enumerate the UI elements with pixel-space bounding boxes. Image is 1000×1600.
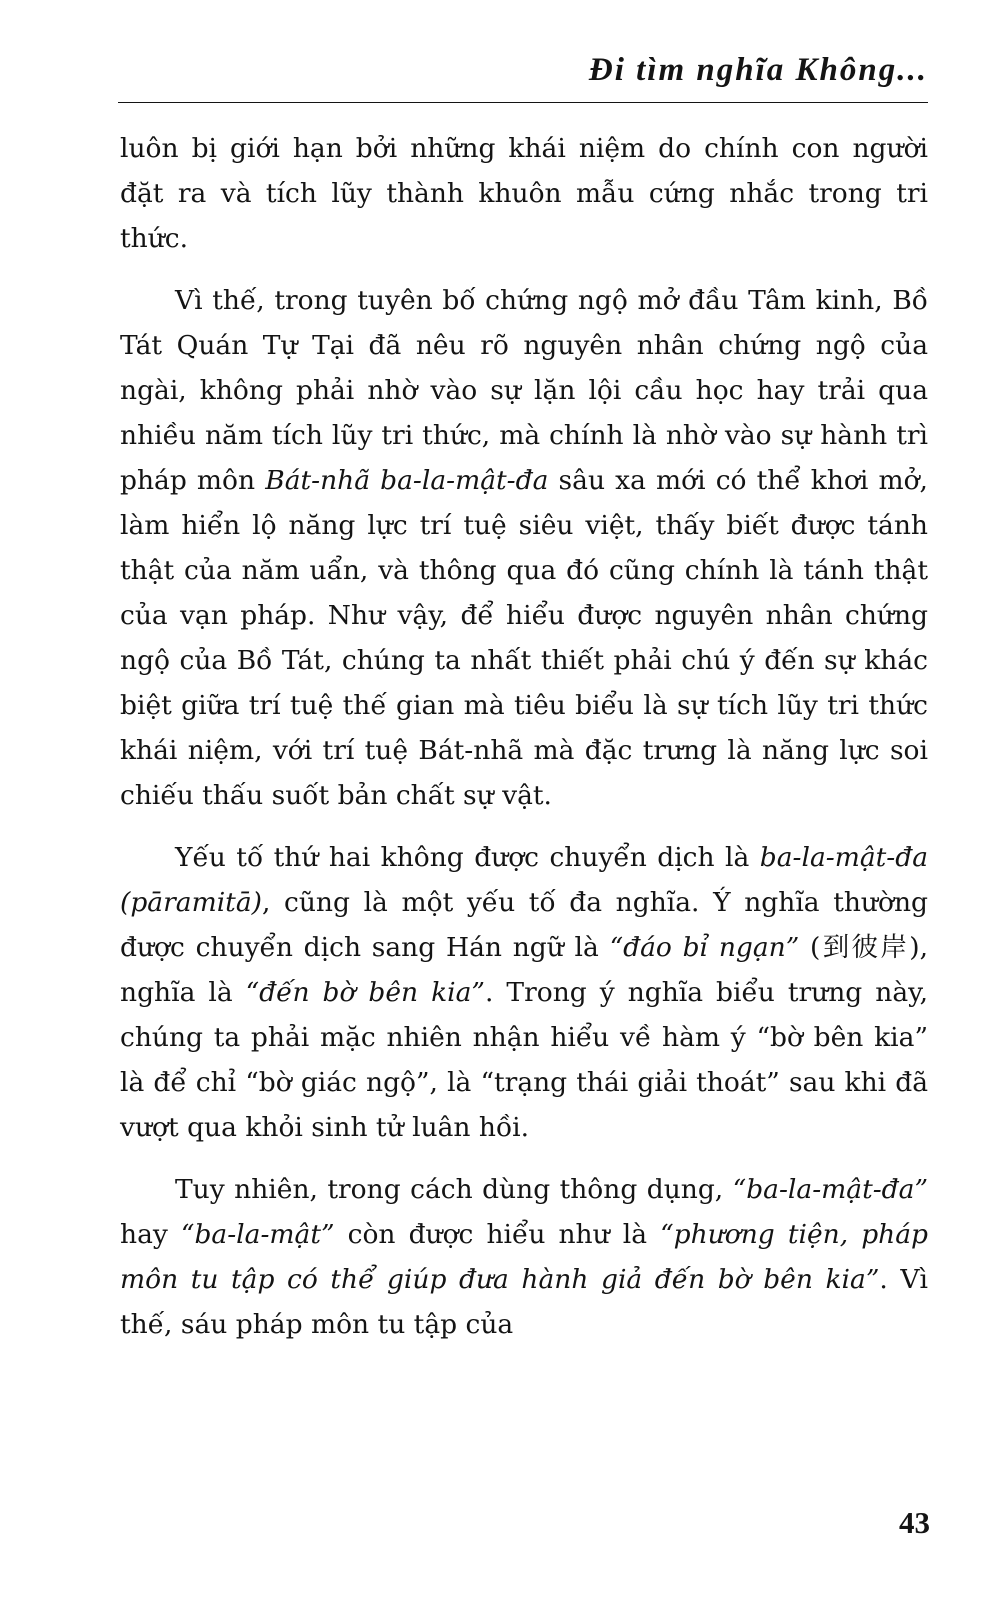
- body-text: [120, 126, 928, 1347]
- paragraph-2: [120, 278, 928, 818]
- paragraph-1: [120, 126, 928, 261]
- text-run: Tuy nhiên, trong cách dùng thông dụng,: [175, 1174, 733, 1205]
- italic-term: ba-la-mật-đa (pāramitā): [120, 842, 928, 918]
- italic-term: “ba-la-mật-đa”: [732, 1174, 928, 1205]
- text-run: Vì thế, trong tuyên bố chứng ngộ mở đầu Tâm kinh, Bồ Tát Quán Tự Tại đã nêu rõ nguyên nhân chứng ngộ của ngài, không phải nhờ vào sự lặn lội cầu học hay trải qua nhiều năm tích lũy tri thức, mà chính là nhờ vào sự hành trì pháp môn: [120, 285, 928, 496]
- text-run: luôn bị giới hạn bởi những khái niệm do chính con người đặt ra và tích lũy thành khuôn mẫu cứng nhắc trong tri thức.: [120, 133, 928, 254]
- running-header: Đi tìm nghĩa Không...: [588, 52, 928, 88]
- text-run: , cũng là một yếu tố đa nghĩa. Ý nghĩa thường được chuyển dịch sang Hán ngữ là: [120, 887, 928, 963]
- page-number: 43: [899, 1505, 930, 1540]
- text-run: . Trong ý nghĩa biểu trưng này, chúng ta phải mặc nhiên nhận hiểu về hàm ý “bờ bên kia” là để chỉ “bờ giác ngộ”, là “trạng thái giải thoát” sau khi đã vượt qua khỏi sinh tử luân hồi.: [120, 977, 928, 1143]
- header-rule: [118, 102, 928, 103]
- italic-term: Bát-nhã ba-la-mật-đa: [265, 465, 549, 496]
- text-run: sâu xa mới có thể khơi mở, làm hiển lộ năng lực trí tuệ siêu việt, thấy biết được tánh thật của năm uẩn, và thông qua đó cũng chính là tánh thật của vạn pháp. Như vậy, để hiểu được nguyên nhân chứng ngộ của Bồ Tát, chúng ta nhất thiết phải chú ý đến sự khác biệt giữa trí tuệ thế gian mà tiêu biểu là sự tích lũy tri thức khái niệm, với trí tuệ Bát-nhã mà đặc trưng là năng lực soi chiếu thấu suốt bản chất sự vật.: [120, 465, 928, 811]
- text-run: hay: [120, 1219, 181, 1250]
- italic-term: “ba-la-mật”: [180, 1219, 335, 1250]
- text-run: . Vì thế, sáu pháp môn tu tập của: [120, 1264, 929, 1340]
- italic-term: “phương tiện, pháp môn tu tập có thể giúp đưa hành giả đến bờ bên kia”: [120, 1219, 928, 1295]
- text-run: (到彼岸), nghĩa là: [120, 932, 928, 1008]
- italic-term: “đến bờ bên kia”: [245, 977, 485, 1008]
- paragraph-3: [120, 835, 928, 1150]
- paragraph-4: [120, 1167, 928, 1347]
- text-run: còn được hiểu như là: [334, 1219, 661, 1250]
- italic-term: “đáo bỉ ngạn”: [609, 932, 800, 963]
- text-run: Yếu tố thứ hai không được chuyển dịch là: [175, 842, 760, 873]
